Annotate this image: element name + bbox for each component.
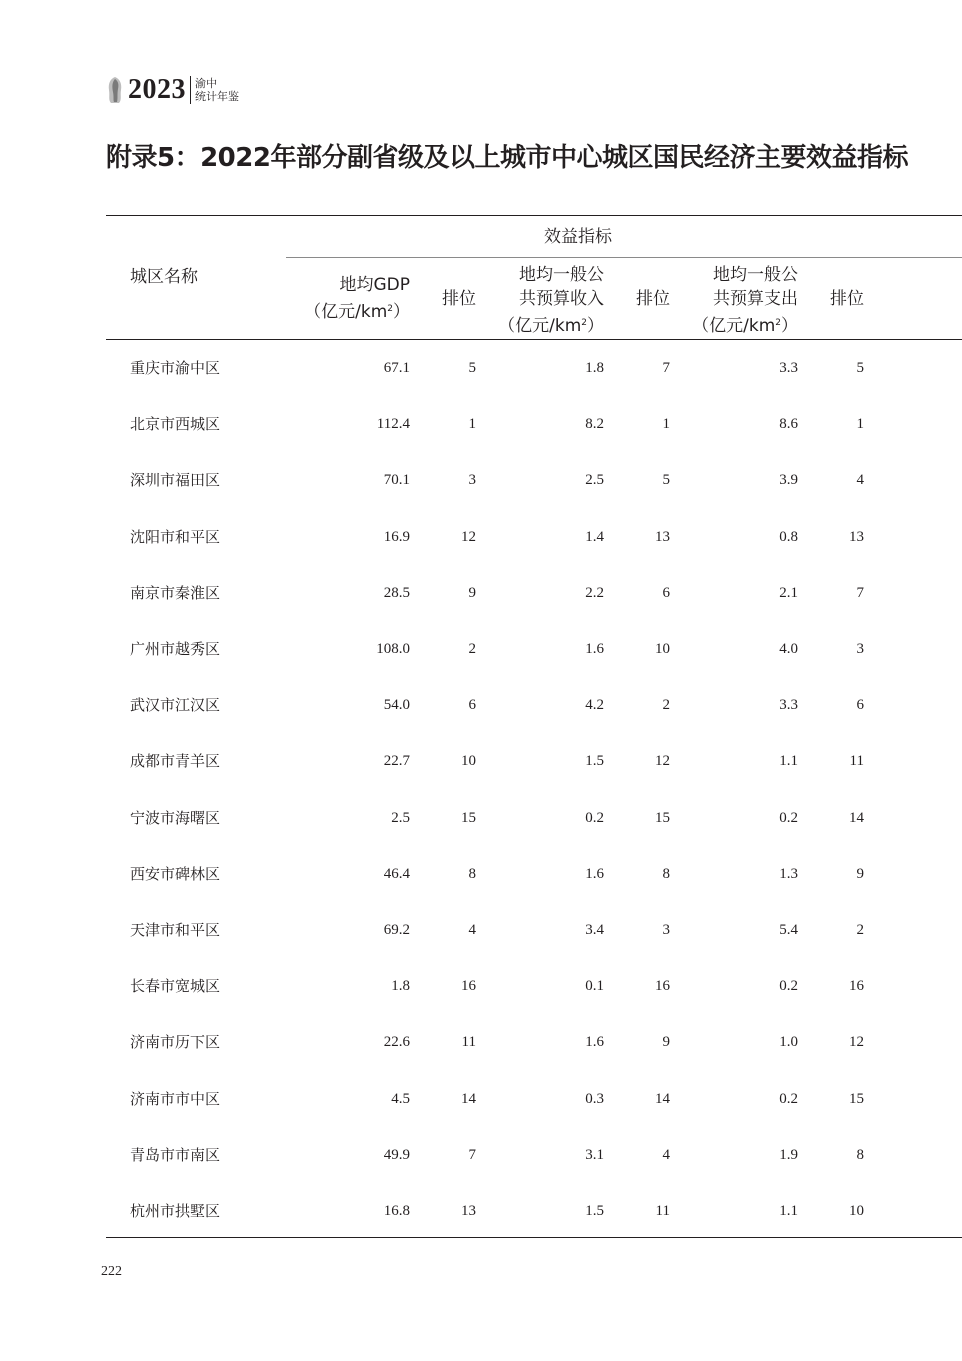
cell-gdp-rank: 8 (468, 865, 476, 882)
table-row (0, 621, 962, 677)
header-book-title (195, 77, 239, 103)
cell-gdp-density: 4.5 (391, 1090, 410, 1107)
cell-revenue-rank: 6 (662, 584, 670, 601)
cell-revenue-density: 3.4 (585, 922, 604, 938)
header-unit-close: ） (393, 302, 410, 322)
cell-revenue-density: 1.8 (585, 360, 604, 376)
cell-district-name: 重庆市渝中区 (130, 359, 221, 377)
cell-revenue-rank: 3 (662, 922, 670, 938)
cell-expenditure-rank: 14 (849, 809, 864, 826)
cell-expenditure-density: 0.2 (779, 1090, 798, 1107)
header-book-line2: 统计年鉴 (195, 90, 239, 103)
cell-gdp-density: 49.9 (383, 1146, 410, 1163)
table-row (0, 1071, 962, 1127)
cell-revenue-density: 1.5 (585, 1203, 604, 1219)
table-row (0, 790, 962, 846)
cell-expenditure-density: 0.8 (779, 528, 798, 545)
table-row (0, 958, 962, 1014)
header-expenditure-rank (704, 287, 864, 311)
cell-gdp-rank: 1 (468, 416, 476, 433)
cell-expenditure-density: 1.0 (779, 1034, 798, 1051)
cell-district-name: 成都市青羊区 (130, 752, 221, 771)
cell-district-name: 广州市越秀区 (130, 640, 221, 658)
cell-district-name: 天津市和平区 (130, 921, 221, 939)
header-unit-close: ） (781, 316, 798, 336)
cell-expenditure-density: 1.9 (779, 1146, 798, 1163)
table-row (0, 1014, 962, 1070)
cell-gdp-rank: 4 (468, 922, 476, 938)
cell-gdp-rank: 5 (468, 360, 476, 376)
cell-expenditure-density: 0.2 (779, 978, 798, 995)
cell-expenditure-density: 3.3 (779, 360, 798, 376)
cell-expenditure-density: 0.2 (779, 809, 798, 826)
cell-expenditure-rank: 16 (849, 978, 864, 995)
header-unit: （亿元/km (304, 302, 388, 322)
cell-expenditure-density: 8.6 (779, 416, 798, 433)
cell-expenditure-density: 4.0 (779, 641, 798, 657)
header-unit-line (444, 311, 604, 338)
header-line: 地均一般公 (713, 265, 798, 285)
cell-expenditure-density: 1.1 (779, 1203, 798, 1219)
group-header-rule (286, 257, 962, 258)
cell-gdp-density: 108.0 (376, 641, 410, 657)
cell-expenditure-rank: 5 (856, 360, 864, 376)
cell-district-name: 青岛市市南区 (130, 1145, 221, 1164)
cell-gdp-density: 69.2 (383, 922, 410, 938)
table-top-rule (106, 215, 962, 216)
header-divider (190, 76, 191, 104)
cell-district-name: 杭州市拱墅区 (130, 1202, 221, 1220)
header-line: 排位 (636, 289, 670, 309)
cell-expenditure-density: 3.9 (779, 472, 798, 489)
cell-gdp-rank: 16 (461, 978, 476, 995)
cell-expenditure-rank: 2 (856, 922, 864, 938)
cell-revenue-density: 1.4 (585, 528, 604, 545)
cell-district-name: 北京市西城区 (130, 415, 221, 434)
cell-district-name: 武汉市江汉区 (130, 696, 221, 715)
cell-district-name: 宁波市海曙区 (130, 808, 221, 827)
cell-district-name: 深圳市福田区 (130, 471, 221, 490)
cell-revenue-density: 0.3 (585, 1090, 604, 1107)
cell-revenue-density: 1.6 (585, 865, 604, 882)
cell-revenue-density: 4.2 (585, 697, 604, 714)
table-row (0, 340, 962, 396)
header-unit-superscript: 2 (775, 318, 781, 328)
header-year: 2023 (128, 74, 186, 105)
cell-revenue-rank: 16 (655, 978, 670, 995)
cell-gdp-rank: 11 (461, 1034, 476, 1051)
cell-gdp-rank: 13 (461, 1203, 476, 1219)
cell-gdp-density: 22.7 (383, 753, 410, 770)
cell-revenue-density: 1.5 (585, 753, 604, 770)
cell-gdp-rank: 3 (468, 472, 476, 489)
table-row (0, 1127, 962, 1183)
appendix-title: 附录5：2022年部分副省级及以上城市中心城区国民经济主要效益指标 (106, 143, 908, 173)
cell-revenue-density: 3.1 (585, 1146, 604, 1163)
group-header-efficiency: 效益指标 (544, 227, 612, 247)
cell-expenditure-density: 3.3 (779, 697, 798, 714)
table-row (0, 677, 962, 733)
cell-district-name: 西安市碑林区 (130, 864, 221, 883)
cell-revenue-rank: 9 (662, 1034, 670, 1051)
cell-gdp-density: 16.8 (383, 1203, 410, 1219)
header-line: 地均GDP (339, 275, 410, 295)
cell-expenditure-rank: 11 (849, 753, 864, 770)
cell-gdp-density: 28.5 (383, 584, 410, 601)
header-unit: （亿元/km (692, 316, 776, 336)
cell-revenue-density: 2.2 (585, 584, 604, 601)
cell-gdp-density: 2.5 (391, 809, 410, 826)
cell-revenue-rank: 4 (662, 1146, 670, 1163)
cell-revenue-rank: 11 (655, 1203, 670, 1219)
cell-revenue-density: 8.2 (585, 416, 604, 433)
cell-gdp-density: 16.9 (383, 528, 410, 545)
cell-revenue-rank: 5 (662, 472, 670, 489)
cell-expenditure-rank: 6 (856, 697, 864, 714)
cell-gdp-rank: 10 (461, 753, 476, 770)
cell-revenue-rank: 2 (662, 697, 670, 714)
cell-gdp-density: 46.4 (383, 865, 410, 882)
cell-gdp-density: 22.6 (383, 1034, 410, 1051)
table-row (0, 1183, 962, 1239)
cell-expenditure-rank: 13 (849, 528, 864, 545)
cell-gdp-rank: 7 (468, 1146, 476, 1163)
yearbook-header (106, 72, 239, 108)
header-line: 共预算支出 (713, 289, 798, 309)
page-number: 222 (101, 1264, 122, 1279)
header-unit-close: ） (587, 316, 604, 336)
cell-gdp-rank: 14 (461, 1090, 476, 1107)
cell-revenue-rank: 13 (655, 528, 670, 545)
cell-expenditure-density: 1.1 (779, 753, 798, 770)
cell-revenue-rank: 12 (655, 753, 670, 770)
column-header-district-name: 城区名称 (130, 267, 198, 287)
table-row (0, 733, 962, 789)
cell-revenue-rank: 14 (655, 1090, 670, 1107)
cell-gdp-rank: 12 (461, 528, 476, 545)
header-line: 排位 (830, 289, 864, 309)
header-line: 共预算收入 (519, 289, 604, 309)
cell-expenditure-rank: 9 (856, 865, 864, 882)
cell-expenditure-rank: 15 (849, 1090, 864, 1107)
cell-expenditure-rank: 1 (856, 416, 864, 433)
cell-gdp-rank: 6 (468, 697, 476, 714)
cell-district-name: 沈阳市和平区 (130, 527, 221, 546)
cell-expenditure-rank: 7 (856, 584, 864, 601)
cell-district-name: 长春市宽城区 (130, 977, 221, 996)
cell-revenue-rank: 10 (655, 641, 670, 657)
cell-revenue-density: 1.6 (585, 641, 604, 657)
header-book-line1: 渝中 (195, 77, 217, 90)
cell-revenue-rank: 15 (655, 809, 670, 826)
table-row (0, 565, 962, 621)
table-row (0, 509, 962, 565)
table-row (0, 452, 962, 508)
cell-gdp-rank: 2 (468, 641, 476, 657)
cell-district-name: 南京市秦淮区 (130, 583, 221, 602)
header-line: 地均一般公 (519, 265, 604, 285)
cell-expenditure-density: 2.1 (779, 584, 798, 601)
cell-gdp-density: 67.1 (383, 360, 410, 376)
cell-expenditure-rank: 10 (849, 1203, 864, 1219)
cell-expenditure-rank: 12 (849, 1034, 864, 1051)
header-unit-line (638, 311, 798, 338)
cell-revenue-density: 1.6 (585, 1034, 604, 1051)
yearbook-logo-icon (106, 75, 124, 105)
cell-gdp-rank: 15 (461, 809, 476, 826)
cell-gdp-density: 54.0 (383, 697, 410, 714)
cell-expenditure-rank: 3 (856, 641, 864, 657)
cell-revenue-rank: 8 (662, 865, 670, 882)
cell-expenditure-density: 1.3 (779, 865, 798, 882)
cell-district-name: 济南市市中区 (130, 1089, 221, 1108)
header-unit: （亿元/km (498, 316, 582, 336)
cell-revenue-rank: 7 (662, 360, 670, 376)
header-line: 排位 (442, 289, 476, 309)
cell-gdp-rank: 9 (468, 584, 476, 601)
cell-expenditure-density: 5.4 (779, 922, 798, 938)
cell-revenue-density: 2.5 (585, 472, 604, 489)
header-unit-superscript: 2 (581, 318, 587, 328)
cell-revenue-density: 0.2 (585, 809, 604, 826)
cell-expenditure-rank: 4 (856, 472, 864, 489)
cell-revenue-density: 0.1 (585, 978, 604, 995)
cell-expenditure-rank: 8 (856, 1146, 864, 1163)
table-row (0, 846, 962, 902)
table-row (0, 396, 962, 452)
table-row (0, 902, 962, 958)
cell-gdp-density: 1.8 (391, 978, 410, 995)
header-unit-superscript: 2 (387, 304, 393, 314)
cell-gdp-density: 70.1 (383, 472, 410, 489)
cell-revenue-rank: 1 (662, 416, 670, 433)
cell-district-name: 济南市历下区 (130, 1033, 221, 1052)
cell-gdp-density: 112.4 (376, 416, 410, 433)
